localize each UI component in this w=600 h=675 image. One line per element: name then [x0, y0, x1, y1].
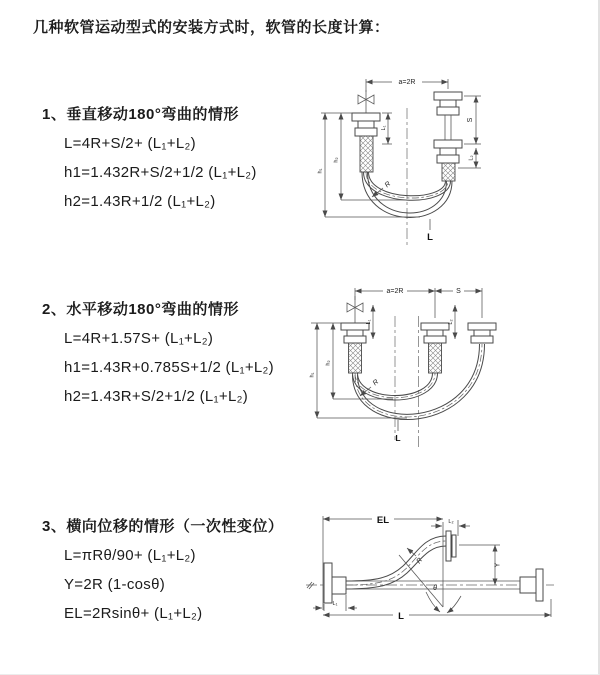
dim-label-h2: h₂	[325, 360, 332, 366]
section-2	[42, 301, 274, 406]
dim-label-h1: h₁	[309, 372, 316, 378]
section-1	[42, 106, 257, 211]
dim-label-h1: h₁	[317, 168, 324, 174]
formula-line: EL=2Rsinθ+ (L₁+L₂)	[64, 605, 203, 622]
dim-label-l: L	[427, 232, 433, 243]
braid-section	[360, 136, 373, 172]
formula-line: h2=1.43R+S/2+1/2 (L₁+L₂)	[64, 388, 249, 405]
dim-label-l2: L₂	[448, 519, 454, 525]
dim-label-s: S	[456, 288, 461, 295]
flange-left	[324, 563, 346, 603]
formula-line: L=4R+1.57S+ (L₁+L₂)	[64, 330, 214, 347]
braid-section	[349, 343, 362, 373]
diagram-lateral-displacement	[296, 498, 598, 658]
flange-left	[341, 323, 369, 373]
braid-section	[429, 343, 442, 373]
formula-line: Y=2R (1-cosθ)	[64, 576, 166, 593]
dim-label-el: EL	[376, 515, 390, 526]
dim-l1	[366, 305, 373, 339]
page-title: 几种软管运动型式的安装方式时，软管的长度计算：	[33, 19, 390, 36]
pipe-stub	[445, 115, 451, 140]
dim-label-l: L	[398, 611, 404, 622]
dim-label-l1: L₁	[366, 319, 372, 325]
dim-l	[323, 599, 551, 622]
dim-label-theta: θ	[433, 585, 437, 592]
dim-label-l2: L₂	[448, 319, 454, 325]
dim-y	[459, 545, 502, 585]
section-1-heading: 1、垂直移动180°弯曲的情形	[42, 106, 239, 123]
flange-left	[352, 113, 380, 172]
formula-line: h1=1.43R+0.785S+1/2 (L₁+L₂)	[64, 359, 274, 376]
dim-label-r: R	[415, 556, 425, 566]
valve-icon	[358, 90, 374, 113]
dim-label-l2: L₂	[468, 155, 475, 161]
flange-right-top	[434, 92, 462, 115]
diagram-horizontal-bend	[303, 278, 538, 473]
section-2-heading: 2、水平移动180°弯曲的情形	[42, 301, 239, 318]
dim-el	[323, 513, 443, 610]
formula-line: L=4R+S/2+ (L₁+L₂)	[64, 135, 196, 152]
dim-s	[435, 286, 482, 295]
dim-l2	[448, 305, 455, 339]
dim-label-r: R	[383, 180, 393, 190]
label-length	[427, 219, 433, 243]
dim-label-h2: h₂	[333, 157, 340, 163]
label-radius	[407, 548, 424, 565]
diagram-vertical-bend	[308, 68, 593, 263]
formula-line: L=πRθ/90+ (L₁+L₂)	[64, 547, 196, 564]
dim-l1	[313, 595, 357, 611]
dim-a2r	[366, 76, 448, 92]
flange-right-lower	[434, 140, 462, 181]
section-3-heading: 3、横向位移的情形（一次性变位）	[42, 518, 284, 535]
flange-middle	[421, 323, 449, 373]
centerline-break	[307, 582, 314, 589]
dim-label-r: R	[371, 378, 381, 388]
dim-label-l1: L₁	[332, 601, 338, 607]
label-length	[395, 420, 400, 443]
dim-label-y: Y	[494, 562, 502, 568]
dim-l2	[458, 148, 481, 168]
formula-line: h1=1.432R+S/2+1/2 (L₁+L₂)	[64, 164, 257, 181]
dim-label-a2r: a=2R	[386, 288, 404, 295]
dim-label-l1: L₁	[381, 125, 387, 131]
flange-right-moved	[468, 323, 496, 343]
valve-icon	[347, 296, 363, 323]
section-3	[42, 518, 283, 623]
dim-label-a2r: a=2R	[398, 79, 416, 86]
dim-label-s: S	[467, 117, 474, 123]
flange-moved-end	[446, 531, 456, 561]
dim-l1	[381, 113, 392, 144]
dim-s	[464, 96, 481, 144]
dim-label-l: L	[395, 433, 401, 443]
braid-section	[442, 163, 455, 181]
formula-line: h2=1.43R+1/2 (L₁+L₂)	[64, 193, 216, 210]
